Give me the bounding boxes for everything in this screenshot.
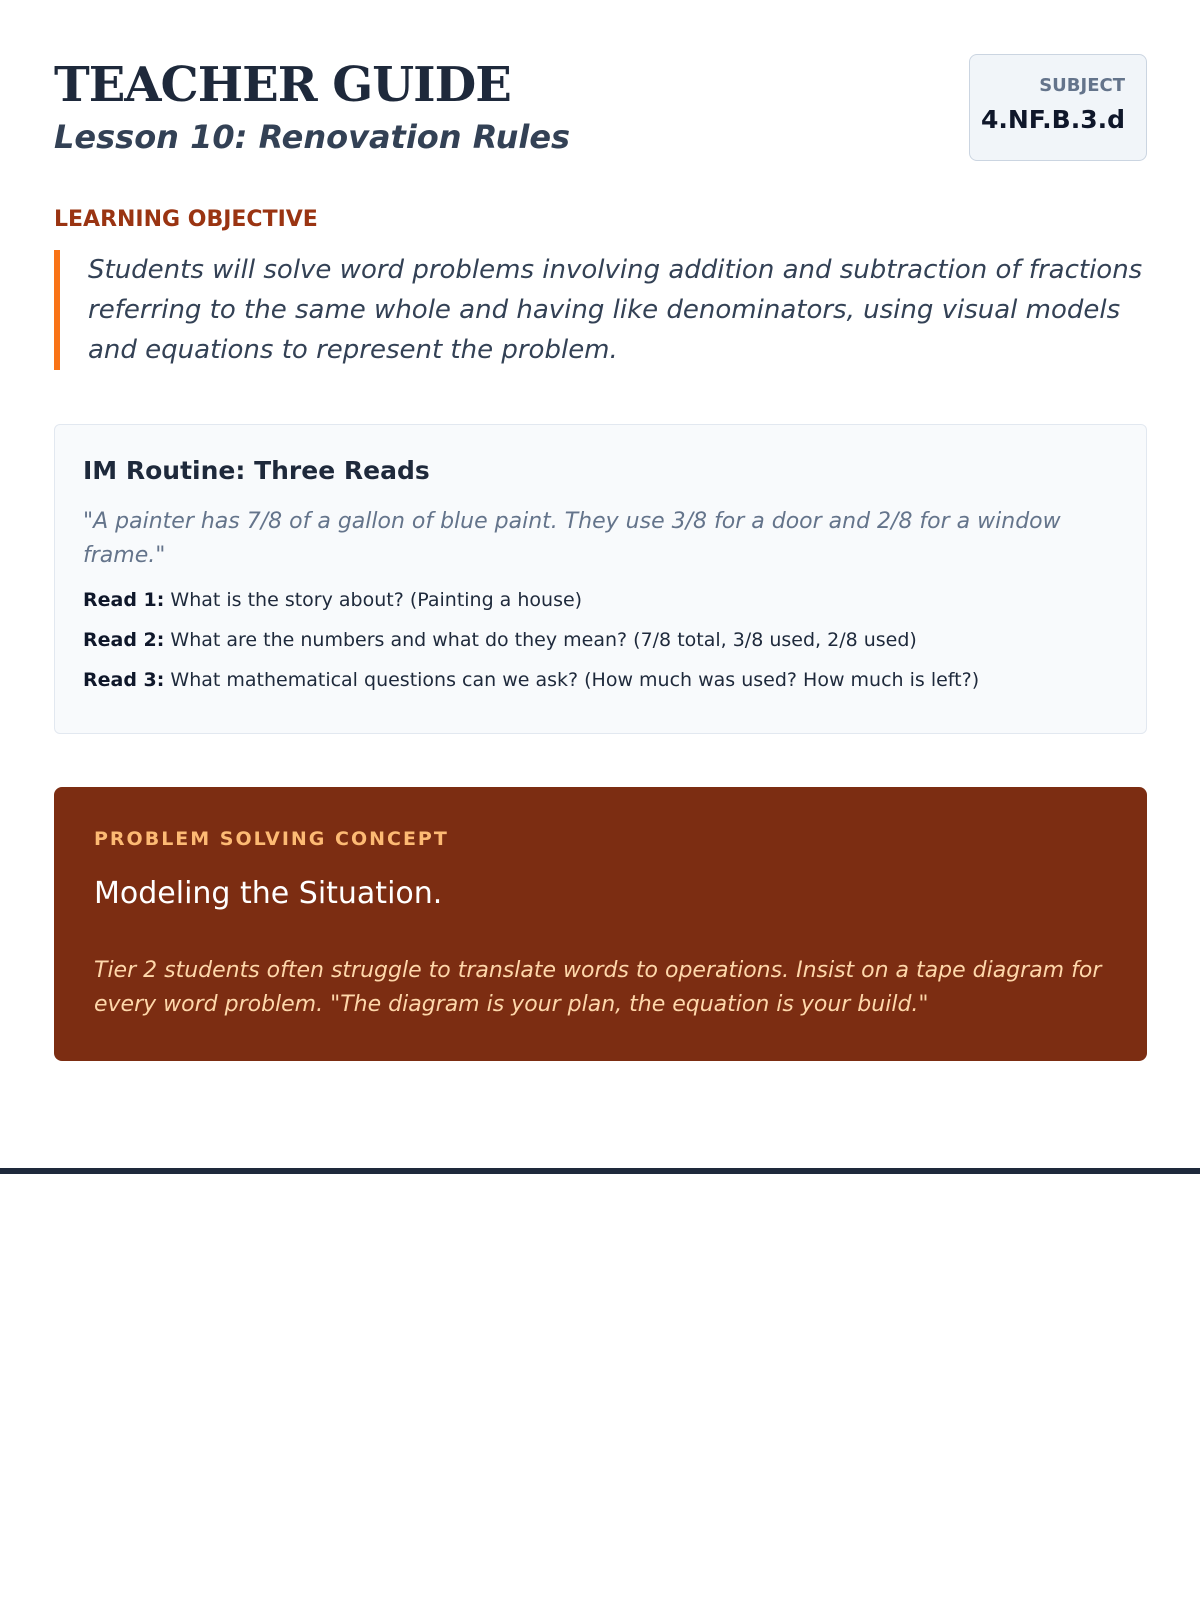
read-item-2 <box>83 628 979 652</box>
read-label: Read 2: <box>83 629 165 651</box>
read-label: Read 1: <box>83 589 165 611</box>
read-item-1 <box>83 588 979 612</box>
routine-problem-quote: "A painter has 7/8 of a gallon of blue paint. They use 3/8 for a door and 2/8 for a window frame." <box>83 509 1061 568</box>
concept-description: Tier 2 students often struggle to translate words to operations. Insist on a tape diagram for every word problem. "The diagram is your plan, the equation is your build." <box>94 958 1102 1017</box>
footer-divider <box>0 1168 1200 1174</box>
read-text: What are the numbers and what do they mean? (7/8 total, 3/8 used, 2/8 used) <box>170 629 917 651</box>
read-item-3 <box>83 668 979 692</box>
learning-objective-text: Students will solve word problems involving addition and subtraction of fractions referring to the same whole and having like denominators, using visual models and equations to represent the problem. <box>54 250 1147 370</box>
read-text: What is the story about? (Painting a house) <box>170 589 583 611</box>
lesson-subtitle: Lesson 10: Renovation Rules <box>54 118 571 156</box>
read-label: Read 3: <box>83 669 165 691</box>
subject-standard-code: 4.NF.B.3.d <box>980 105 1125 134</box>
reads-list <box>83 588 979 708</box>
concept-title: Modeling the Situation. <box>94 876 443 911</box>
teacher-guide-page <box>54 0 1147 1017</box>
subject-label: SUBJECT <box>1039 75 1125 96</box>
three-reads-routine-card <box>54 424 1147 734</box>
problem-solving-concept-card <box>54 787 1147 1061</box>
routine-title: IM Routine: Three Reads <box>83 456 430 485</box>
subject-badge <box>969 54 1147 161</box>
concept-label: PROBLEM SOLVING CONCEPT <box>94 828 449 850</box>
read-text: What mathematical questions can we ask? (How much was used? How much is left?) <box>170 669 980 691</box>
learning-objective-heading: LEARNING OBJECTIVE <box>54 207 318 232</box>
guide-header <box>54 0 1147 190</box>
page-title: TEACHER GUIDE <box>54 57 511 113</box>
